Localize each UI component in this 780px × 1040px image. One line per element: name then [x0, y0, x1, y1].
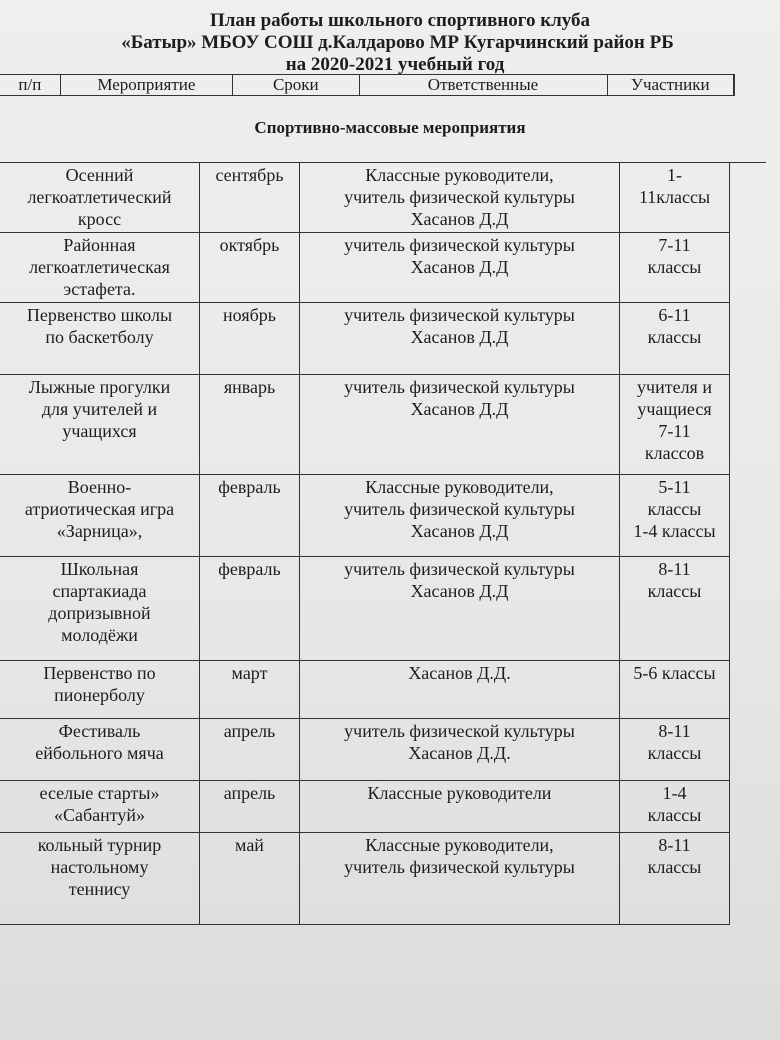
table-row — [0, 556, 730, 661]
participants-cell: 7-11 классы — [620, 232, 730, 302]
responsible-cell: Классные руководители, учитель физической культуры — [300, 832, 620, 924]
table-row — [0, 832, 730, 925]
table-row — [0, 474, 730, 557]
event-cell: кольный турнир настольному теннису — [0, 832, 200, 924]
header-num: п/п — [0, 75, 61, 95]
document-title — [0, 10, 780, 76]
event-cell: Осенний легкоатлетический кросс — [0, 162, 200, 232]
date-cell: сентябрь — [200, 162, 300, 232]
participants-cell: 6-11 классы — [620, 302, 730, 374]
responsible-cell: учитель физической культуры Хасанов Д.Д — [300, 232, 620, 302]
date-cell: апрель — [200, 780, 300, 832]
table-row — [0, 780, 730, 833]
title-line-1: План работы школьного спортивного клуба — [209, 10, 591, 31]
responsible-cell: Классные руководители, учитель физической культуры Хасанов Д.Д — [300, 474, 620, 556]
date-cell: февраль — [200, 556, 300, 660]
event-cell: Школьная спартакиада допризывной молодёжи — [0, 556, 200, 660]
event-cell: Районная легкоатлетическая эстафета. — [0, 232, 200, 302]
header-event: Мероприятие — [61, 75, 233, 95]
event-cell: Лыжные прогулки для учителей и учащихся — [0, 374, 200, 474]
participants-cell: 1-4 классы — [620, 780, 730, 832]
title-line-3: на 2020-2021 учебный год — [285, 54, 505, 75]
event-cell: Первенство по пионерболу — [0, 660, 200, 718]
header-date: Сроки — [233, 75, 359, 95]
table-row — [0, 232, 730, 303]
title-line-2: «Батыр» МБОУ СОШ д.Калдарово МР Кугарчинский район РБ — [121, 32, 674, 53]
responsible-cell: Классные руководители, учитель физической культуры Хасанов Д.Д — [300, 162, 620, 232]
date-cell: январь — [200, 374, 300, 474]
participants-cell: 5-6 классы — [620, 660, 730, 718]
event-cell: Военно- атриотическая игра «Зарница», — [0, 474, 200, 556]
responsible-cell: учитель физической культуры Хасанов Д.Д — [300, 556, 620, 660]
section-title: Спортивно-массовые мероприятия — [254, 118, 526, 137]
responsible-cell: Хасанов Д.Д. — [300, 660, 620, 718]
event-cell: Фестиваль ейбольного мяча — [0, 718, 200, 780]
responsible-cell: учитель физической культуры Хасанов Д.Д — [300, 302, 620, 374]
table-row — [0, 718, 730, 781]
participants-cell: 8-11 классы — [620, 556, 730, 660]
date-cell: октябрь — [200, 232, 300, 302]
participants-cell: 8-11 классы — [620, 718, 730, 780]
responsible-cell: Классные руководители — [300, 780, 620, 832]
date-cell: ноябрь — [200, 302, 300, 374]
date-cell: март — [200, 660, 300, 718]
header-participants: Участники — [608, 75, 734, 95]
header-responsible: Ответственные — [360, 75, 608, 95]
date-cell: май — [200, 832, 300, 924]
table-row — [0, 374, 730, 475]
event-cell: еселые старты» «Сабантуй» — [0, 780, 200, 832]
table-row — [0, 162, 730, 233]
table-row — [0, 660, 730, 719]
responsible-cell: учитель физической культуры Хасанов Д.Д. — [300, 718, 620, 780]
responsible-cell: учитель физической культуры Хасанов Д.Д — [300, 374, 620, 474]
participants-cell: 5-11 классы 1-4 классы — [620, 474, 730, 556]
participants-cell: учителя и учащиеся 7-11 классов — [620, 374, 730, 474]
participants-cell: 8-11 классы — [620, 832, 730, 924]
date-cell: февраль — [200, 474, 300, 556]
date-cell: апрель — [200, 718, 300, 780]
participants-cell: 1- 11классы — [620, 162, 730, 232]
table-header — [0, 74, 735, 96]
event-cell: Первенство школы по баскетболу — [0, 302, 200, 374]
table-row — [0, 302, 730, 375]
